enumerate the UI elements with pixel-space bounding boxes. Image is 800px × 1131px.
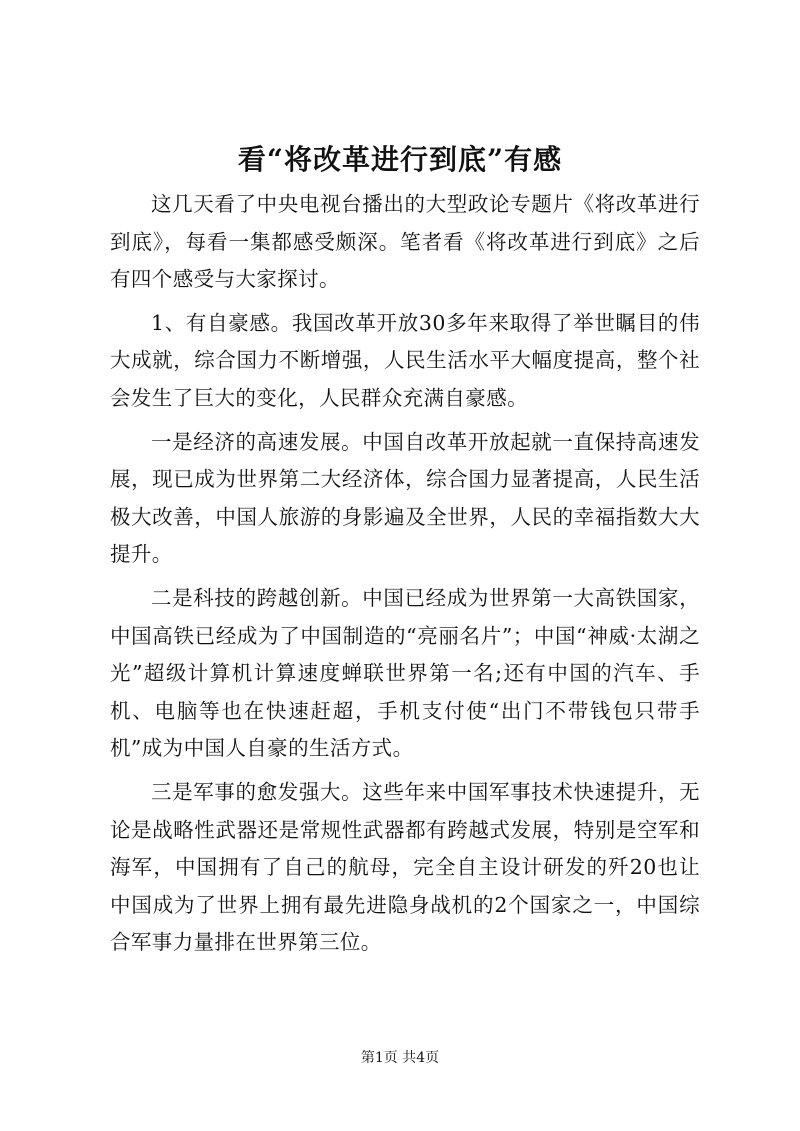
page-number-footer: 第1页 共4页 (360, 1050, 440, 1066)
paragraph-technology: 二是科技的跨越创新。中国已经成为世界第一大高铁国家，中国高铁已经成为了中国制造的“亮丽名片”；中国“神威·太湖之光”超级计算机计算速度蝉联世界第一名;还有中国的汽车、手机、电脑等也在快速赶超，手机支付使“出门不带钱包只带手机”成为中国人自豪的生活方式。 (110, 585, 700, 761)
document-title: 看“将改革进行到底”有感 (237, 143, 563, 176)
paragraph-economy: 一是经济的高速发展。中国自改革开放起就一直保持高速发展，现已成为世界第二大经济体，综合国力显著提高，人民生活极大改善，中国人旅游的身影遍及全世界，人民的幸福指数大大提升。 (110, 429, 700, 567)
paragraph-intro: 这几天看了中央电视台播出的大型政论专题片《将改革进行到底》，每看一集都感受颇深。笔者看《将改革进行到底》之后有四个感受与大家探讨。 (110, 192, 700, 292)
paragraph-military: 三是军事的愈发强大。这些年来中国军事技术快速提升，无论是战略性武器还是常规性武器都有跨越式发展，特别是空军和海军，中国拥有了自己的航母，完全自主设计研发的歼20也让中国成为了世界上拥有最先进隐身战机的2个国家之一，中国综合军事力量排在世界第三位。 (110, 779, 700, 955)
paragraph-pride: 1、有自豪感。我国改革开放30多年来取得了举世瞩目的伟大成就，综合国力不断增强，人民生活水平大幅度提高，整个社会发生了巨大的变化，人民群众充满自豪感。 (110, 310, 700, 410)
document-body (110, 186, 700, 968)
